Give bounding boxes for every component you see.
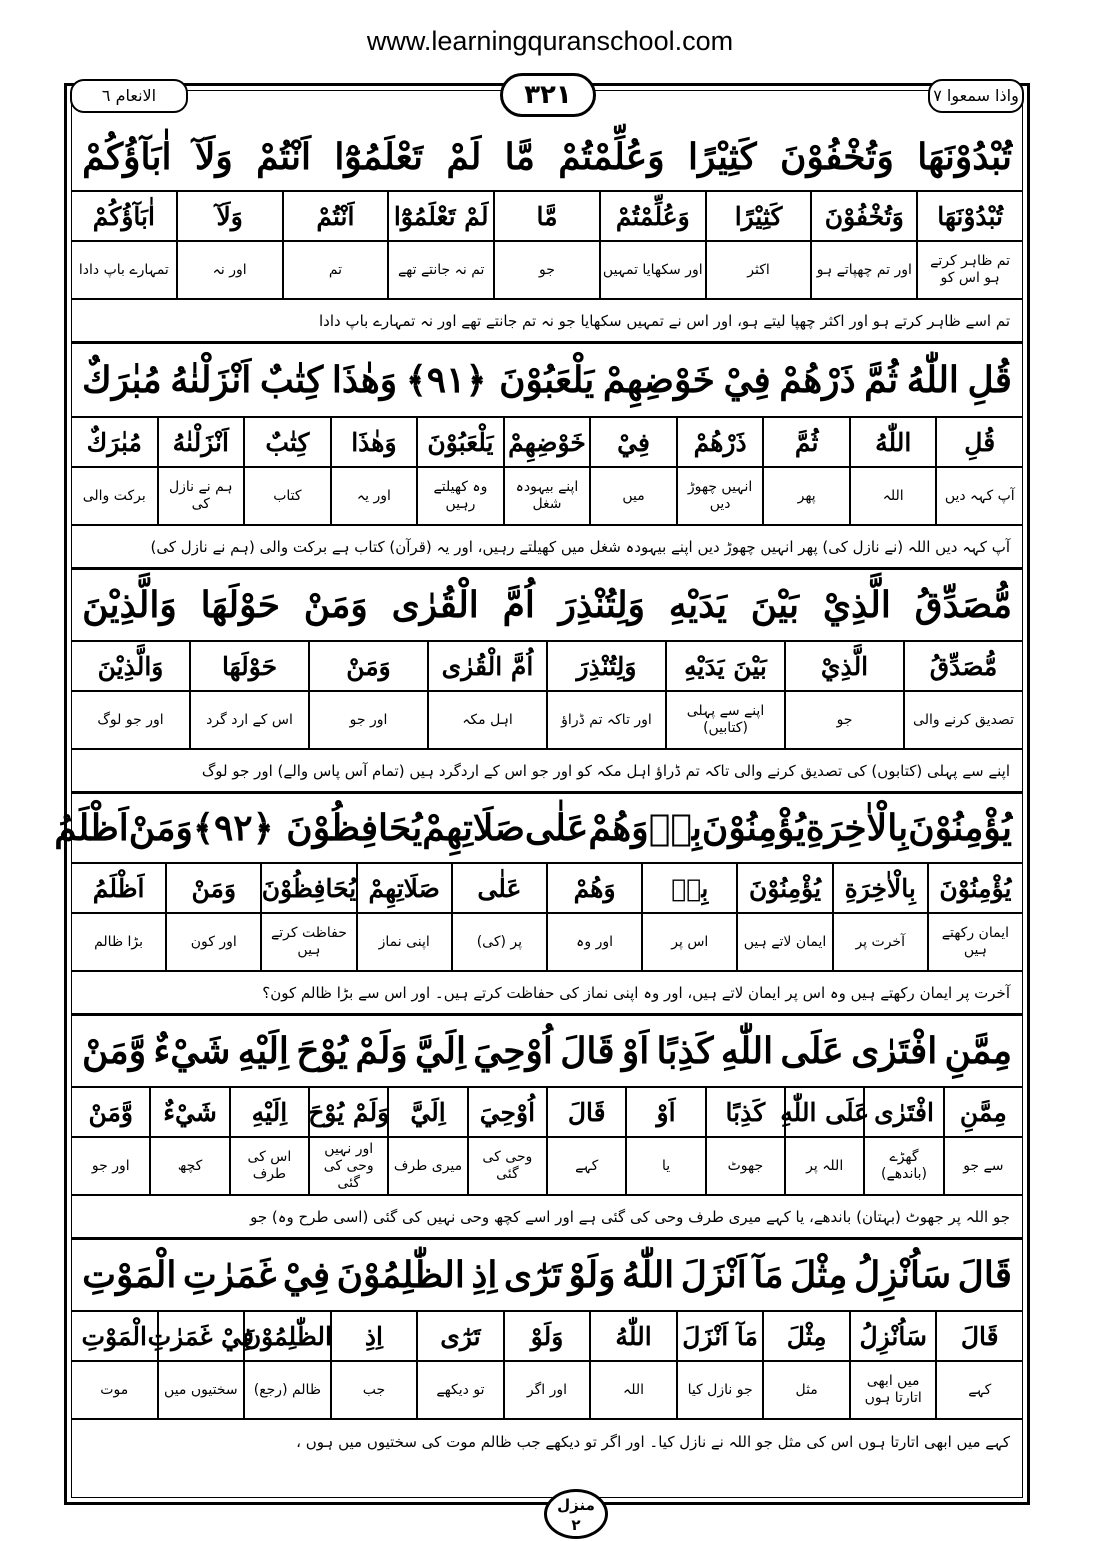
word-by-word-grid xyxy=(72,642,1022,750)
verse-word: يُحَافِظُوْنَ ﴿٩٢﴾ xyxy=(192,807,423,849)
verse-line xyxy=(72,344,1022,418)
word-cell xyxy=(903,642,1022,748)
verse-word: الْقُرٰى xyxy=(391,584,479,626)
arabic-word: وَهُمْ xyxy=(548,864,641,914)
arabic-word: الظّٰلِمُوْنَ xyxy=(245,1312,330,1362)
arabic-word: يَلْعَبُوْنَ xyxy=(418,418,503,468)
arabic-word: خَوْضِهِمْ xyxy=(505,418,590,468)
urdu-meaning: وہ کھیلتے رہیں xyxy=(433,479,488,512)
verse-word: اَنْزَلْنٰهُ xyxy=(170,359,252,401)
word-cell xyxy=(832,864,927,970)
word-cell xyxy=(165,864,260,970)
word-cell xyxy=(243,1312,330,1418)
arabic-word: اَنْزَلْنٰهُ xyxy=(159,418,244,468)
verse-line xyxy=(54,794,1022,864)
urdu-meaning: بڑا ظالم xyxy=(94,933,144,950)
word-cell xyxy=(72,1312,157,1418)
word-cell xyxy=(330,418,417,524)
manzil-label: منزل xyxy=(557,1496,595,1514)
word-cell xyxy=(599,192,705,298)
urdu-meaning: وحی کی گئی xyxy=(482,1149,533,1182)
word-cell xyxy=(762,1312,849,1418)
verse-word: غَمَرٰتِ xyxy=(182,1254,277,1296)
arabic-word: تَرٰٓى xyxy=(418,1312,503,1362)
arabic-word: اَنْتُمْ xyxy=(284,192,388,242)
arabic-word: يُؤْمِنُوْنَ xyxy=(929,864,1022,914)
urdu-meaning: مثل xyxy=(795,1381,818,1398)
word-cell xyxy=(784,642,903,748)
verse-word: اَنْتُمْ xyxy=(256,136,311,178)
word-cell xyxy=(589,418,676,524)
urdu-meaning: اکثر xyxy=(747,261,770,278)
word-cell xyxy=(72,192,176,298)
arabic-word: فِيْ غَمَرٰتِ xyxy=(159,1312,244,1362)
arabic-word: فِيْ xyxy=(591,418,676,468)
verse-word: اِلَيْهِ xyxy=(237,1030,289,1072)
verse-word: مَّا xyxy=(504,136,535,178)
arabic-word: حَوْلَهَا xyxy=(191,642,308,692)
urdu-meaning: اور جو xyxy=(91,1157,130,1174)
verse-word: بِهٖ xyxy=(648,807,702,849)
urdu-meaning: اس کے ارد گرد xyxy=(206,711,293,728)
verse-word: يُوْحَ xyxy=(296,1030,349,1072)
word-cell xyxy=(503,418,590,524)
verse-word: وَمَنْ xyxy=(128,807,193,849)
word-cell xyxy=(943,1088,1022,1194)
verse-line xyxy=(72,570,1022,642)
arabic-word: اِلَيْهِ xyxy=(231,1088,308,1138)
verse-word: وَّمَنْ xyxy=(82,1030,147,1072)
urdu-meaning: سختیوں میں xyxy=(164,1381,238,1398)
arabic-word: اَظْلَمُ xyxy=(72,864,165,914)
word-cell xyxy=(546,1088,625,1194)
arabic-word: بِالْاٰخِرَةِ xyxy=(834,864,927,914)
verse-word: عَلٰى xyxy=(524,807,589,849)
word-cell xyxy=(416,1312,503,1418)
word-cell xyxy=(72,642,189,748)
word-by-word-grid xyxy=(72,1088,1022,1196)
verse-block xyxy=(54,794,1022,1016)
arabic-word: تُبْدُوْنَهَا xyxy=(918,192,1022,242)
word-cell xyxy=(387,192,493,298)
urdu-meaning: ایمان رکھتے ہیں xyxy=(941,925,1009,958)
verse-word: اللّٰهُ xyxy=(906,359,959,401)
verse-word: قَالَ xyxy=(957,1254,1012,1296)
verse-word: مَآ xyxy=(753,1254,784,1296)
arabic-word: مِثْلَ xyxy=(764,1312,849,1362)
verse-word: اَنْزَلَ xyxy=(680,1254,747,1296)
verse-word: وَلَمْ xyxy=(355,1030,408,1072)
arabic-word: وَمَنْ xyxy=(167,864,260,914)
word-cell xyxy=(308,642,427,748)
urdu-meaning: اور نہ xyxy=(212,261,247,278)
verse-word: مُّصَدِّقُ xyxy=(914,584,1012,626)
verse-word: فِيْ xyxy=(723,359,771,401)
arabic-word: شَيْءٌ xyxy=(151,1088,228,1138)
arabic-word: اٰبَآؤُكُمْ xyxy=(72,192,176,242)
urdu-meaning: ظالم (رجع) xyxy=(253,1381,321,1398)
urdu-meaning: کچھ xyxy=(177,1157,203,1174)
urdu-meaning: آخرت پر xyxy=(855,933,905,950)
word-cell xyxy=(676,1312,763,1418)
verse-word: اَوْ xyxy=(621,1030,650,1072)
word-cell xyxy=(705,1088,784,1194)
urdu-meaning: میں xyxy=(622,487,645,504)
verse-word: صَلَاتِهِمْ xyxy=(422,807,525,849)
word-cell xyxy=(308,1088,390,1194)
verse-word: اُوْحِيَ xyxy=(473,1030,553,1072)
arabic-word: ذَرْهُمْ xyxy=(678,418,763,468)
word-cell xyxy=(935,418,1022,524)
verse-word: شَيْءٌ xyxy=(153,1030,231,1072)
word-cell xyxy=(427,642,546,748)
verse-word: مُبٰرَكٌ xyxy=(82,359,162,401)
word-cell xyxy=(916,192,1022,298)
arabic-word: مَّا xyxy=(495,192,599,242)
word-cell xyxy=(736,864,831,970)
translation-line: تم اسے ظاہر کرتے ہو اور اکثر چھپا لیتے ہو، اور اس نے تمہیں سکھایا جو نہ تم جانتے تھے اور نہ تمہارے باپ دادا xyxy=(72,300,1022,344)
urdu-meaning: میں ابھی اتارتا ہوں xyxy=(864,1373,922,1406)
word-cell xyxy=(467,1088,546,1194)
verse-word: افْتَرٰى xyxy=(851,1030,938,1072)
verse-word: كِتٰبٌ xyxy=(259,359,324,401)
urdu-meaning: تم xyxy=(328,261,343,278)
juz-name-badge: واذا سمعوا ٧ xyxy=(928,79,1024,113)
verse-word: فِيْ xyxy=(282,1254,331,1296)
verse-word: وَمَنْ xyxy=(303,584,368,626)
verse-word: تُبْدُوْنَهَا xyxy=(917,136,1012,178)
word-by-word-grid xyxy=(72,418,1022,526)
urdu-meaning: حفاظت کرتے ہیں xyxy=(271,925,347,958)
arabic-word: اُمَّ الْقُرٰى xyxy=(429,642,546,692)
urdu-meaning: اس پر xyxy=(671,933,709,950)
urdu-meaning: اور یہ xyxy=(356,487,391,504)
word-cell xyxy=(330,1312,417,1418)
verse-word: اٰبَآؤُكُمْ xyxy=(82,136,172,178)
word-cell xyxy=(503,1312,590,1418)
word-cell xyxy=(356,864,451,970)
arabic-word: بِهٖ xyxy=(643,864,736,914)
urdu-meaning: کہے xyxy=(968,1381,992,1398)
verse-block xyxy=(72,1016,1022,1240)
urdu-meaning: سے جو xyxy=(963,1157,1004,1174)
urdu-meaning: پر (کی) xyxy=(476,933,523,950)
word-cell xyxy=(72,864,165,970)
arabic-word: مِمَّنِ xyxy=(945,1088,1022,1138)
word-cell xyxy=(589,1312,676,1418)
word-cell xyxy=(705,192,811,298)
urdu-meaning: اور نہیں وحی کی گئی xyxy=(323,1140,374,1191)
urdu-meaning: تم نہ جانتے تھے xyxy=(397,261,485,278)
arabic-word: وَلَمْ يُوْحَ xyxy=(310,1088,387,1138)
arabic-word: اِلَيَّ xyxy=(389,1088,466,1138)
urdu-meaning: ہم نے نازل کی xyxy=(168,479,233,512)
urdu-meaning: موت xyxy=(100,1381,129,1398)
verse-word: مِمَّنِ xyxy=(944,1030,1012,1072)
word-cell xyxy=(935,1312,1022,1418)
word-cell xyxy=(72,418,157,524)
verse-line xyxy=(72,1240,1022,1312)
urdu-meaning: جو نازل کیا xyxy=(687,1381,753,1398)
word-cell xyxy=(625,1088,704,1194)
verse-word: وَالَّذِيْنَ xyxy=(82,584,177,626)
verse-word: ثُمَّ xyxy=(864,359,899,401)
arabic-word: قُلِ xyxy=(937,418,1022,468)
arabic-word: بَيْنَ يَدَيْهِ xyxy=(667,642,784,692)
urdu-meaning: تصدیق کرنے والی xyxy=(913,711,1014,728)
verse-word: وَلَآ xyxy=(194,136,233,178)
arabic-word: قَالَ xyxy=(937,1312,1022,1362)
translation-line: آپ کہہ دیں اللہ (نے نازل کی) پھر انہیں چھوڑ دیں اپنے بیہودہ شغل میں کھیلتے رہیں، اور یہ (قرآن) کتاب ہے برکت والی (ہم نے نازل کی) xyxy=(72,526,1022,570)
word-cell xyxy=(189,642,308,748)
word-by-word-grid xyxy=(72,1312,1022,1420)
word-by-word-grid xyxy=(72,192,1022,300)
translation-line: کہے میں ابھی اتارتا ہوں اس کی مثل جو اللہ نے نازل کیا۔ اور اگر تو دیکھے جب ظالم موت کی سختیوں میں ہوں ، xyxy=(296,1433,1010,1451)
urdu-meaning: اور اگر xyxy=(526,1381,568,1398)
urdu-meaning: اہل مکہ xyxy=(462,711,513,728)
word-cell xyxy=(243,418,330,524)
word-cell xyxy=(416,418,503,524)
arabic-word: مُّصَدِّقُ xyxy=(905,642,1022,692)
verse-word: وَهٰذَا xyxy=(331,359,398,401)
arabic-word: وَهٰذَا xyxy=(332,418,417,468)
page-content xyxy=(54,124,1022,1484)
manzil-number: ۲ xyxy=(571,1516,581,1534)
arabic-word: الَّذِيْ xyxy=(786,642,903,692)
urdu-meaning: آپ کہہ دیں xyxy=(944,487,1015,504)
urdu-meaning: جو xyxy=(539,261,555,278)
urdu-meaning: اور جو لوگ xyxy=(97,711,164,728)
verse-word: مِثْلَ xyxy=(790,1254,848,1296)
manzil-badge xyxy=(544,1489,608,1539)
verse-word: سَاُنْزِلُ xyxy=(853,1254,952,1296)
urdu-meaning: اللہ xyxy=(882,487,904,504)
urdu-meaning: اور وہ xyxy=(576,933,613,950)
verse-word: قُلِ xyxy=(967,359,1012,401)
arabic-word: مَآ اَنْزَلَ xyxy=(678,1312,763,1362)
word-cell xyxy=(229,1088,308,1194)
word-cell xyxy=(149,1088,228,1194)
urdu-meaning: اپنے بیہودہ شغل xyxy=(515,479,579,512)
word-cell xyxy=(387,1088,466,1194)
word-cell xyxy=(863,1088,942,1194)
arabic-word: كَذِبًا xyxy=(707,1088,784,1138)
urdu-meaning: تو دیکھے xyxy=(436,1381,485,1398)
arabic-word: اللّٰهُ xyxy=(591,1312,676,1362)
arabic-word: وَالَّذِيْنَ xyxy=(72,642,189,692)
urdu-meaning: اللہ پر xyxy=(806,1157,844,1174)
arabic-word: اُوْحِيَ xyxy=(469,1088,546,1138)
verse-word: وَتُخْفُوْنَ xyxy=(780,136,894,178)
translation-line: آخرت پر ایمان رکھتے ہیں وہ اس پر ایمان لاتے ہیں، اور وہ اپنی نماز کی حفاظت کرتے ہیں۔ اور اس سے بڑا ظالم کون؟ xyxy=(72,972,1022,1016)
word-cell xyxy=(762,418,849,524)
urdu-meaning: اور سکھایا تمہیں xyxy=(602,261,703,278)
word-cell xyxy=(849,418,936,524)
arabic-word: يُؤْمِنُوْنَ xyxy=(738,864,831,914)
verse-word: اَظْلَمُ xyxy=(54,807,129,849)
verse-word: كَذِبًا xyxy=(656,1030,714,1072)
word-cell xyxy=(546,864,641,970)
verse-block xyxy=(72,1240,1022,1464)
urdu-meaning: ایمان لاتے ہیں xyxy=(743,933,827,950)
urdu-meaning: اور تاکہ تم ڈراؤ xyxy=(561,711,652,728)
word-cell xyxy=(260,864,355,970)
arabic-word: كِتٰبٌ xyxy=(245,418,330,468)
verse-word: يُؤْمِنُوْنَ xyxy=(908,807,1012,849)
verse-word: حَوْلَهَا xyxy=(200,584,280,626)
verse-word: وَعُلِّمْتُمْ xyxy=(558,136,665,178)
urdu-meaning: برکت والی xyxy=(82,487,146,504)
verse-word: ذَرْهُمْ xyxy=(779,359,856,401)
verse-word: يُؤْمِنُوْنَ xyxy=(701,807,806,849)
verse-word: اِذِ xyxy=(471,1254,498,1296)
urdu-meaning: پھر xyxy=(797,487,816,504)
page-number-badge: ۳۲۱ xyxy=(500,73,596,117)
arabic-word: وَعُلِّمْتُمْ xyxy=(601,192,705,242)
verse-word: الظّٰلِمُوْنَ xyxy=(336,1254,465,1296)
verse-word: يَلْعَبُوْنَ ﴿٩١﴾ xyxy=(405,359,595,401)
verse-word: لَمْ xyxy=(446,136,482,178)
arabic-word: سَاُنْزِلُ xyxy=(851,1312,936,1362)
translation-line: جو اللہ پر جھوٹ (بہتان) باندھے، یا کہے میری طرف وحی کی گئی ہے اور اسے کچھ وحی نہیں کی گئی (اسی طرح وہ) جو xyxy=(72,1196,1022,1240)
arabic-word: مُبٰرَكٌ xyxy=(72,418,157,468)
verse-line xyxy=(72,1016,1022,1088)
translation-line: اپنے سے پہلی (کتابوں) کی تصدیق کرنے والی تاکہ تم ڈراؤ اہل مکہ کو اور جو اس کے اردگرد ہیں (تمام آس پاس والے) اور جو لوگ xyxy=(72,750,1022,794)
arabic-word: صَلَاتِهِمْ xyxy=(358,864,451,914)
arabic-word: اللّٰهُ xyxy=(851,418,936,468)
verse-word: تَرٰٓى xyxy=(503,1254,562,1296)
arabic-word: اِذِ xyxy=(332,1312,417,1362)
arabic-word: قَالَ xyxy=(548,1088,625,1138)
verse-word: وَلِتُنْذِرَ xyxy=(558,584,645,626)
urdu-meaning: اپنی نماز xyxy=(378,933,430,950)
arabic-word: الْمَوْتِ xyxy=(72,1312,157,1362)
verse-word: اِلَيَّ xyxy=(414,1030,466,1072)
verse-word: خَوْضِهِمْ xyxy=(602,359,715,401)
word-cell xyxy=(546,642,665,748)
arabic-word: افْتَرٰى xyxy=(865,1088,942,1138)
arabic-word: يُحَافِظُوْنَ xyxy=(262,864,355,914)
arabic-word: ثُمَّ xyxy=(764,418,849,468)
arabic-word: وَمَنْ xyxy=(310,642,427,692)
word-cell xyxy=(810,192,916,298)
arabic-word: عَلَى اللّٰهِ xyxy=(786,1088,863,1138)
arabic-word: عَلٰى xyxy=(453,864,546,914)
urdu-meaning: میری طرف xyxy=(393,1157,463,1174)
verse-word: بِالْاٰخِرَةِ xyxy=(805,807,909,849)
urdu-meaning: اور تم چھپاتے ہو xyxy=(816,261,912,278)
verse-word: وَهُمْ xyxy=(588,807,649,849)
arabic-word: اَوْ xyxy=(627,1088,704,1138)
word-cell xyxy=(927,864,1022,970)
word-cell xyxy=(451,864,546,970)
word-cell xyxy=(665,642,784,748)
urdu-meaning: یا xyxy=(661,1157,671,1174)
verse-word: اللّٰهُ xyxy=(621,1254,675,1296)
word-cell xyxy=(780,1088,870,1194)
urdu-meaning: اور کون xyxy=(190,933,237,950)
verse-word: الْمَوْتِ xyxy=(82,1254,177,1296)
verse-word: اللّٰهِ xyxy=(720,1030,774,1072)
verse-word: قَالَ xyxy=(560,1030,615,1072)
word-cell xyxy=(493,192,599,298)
website-url: www.learningquranschool.com xyxy=(366,26,734,56)
arabic-word: وَّمَنْ xyxy=(72,1088,149,1138)
urdu-meaning: اور جو xyxy=(349,711,388,728)
urdu-meaning: جو xyxy=(836,711,853,728)
arabic-word: لَمْ تَعْلَمُوْٓا xyxy=(389,192,493,242)
verse-block xyxy=(72,344,1022,570)
arabic-word: وَلِتُنْذِرَ xyxy=(548,642,665,692)
urdu-meaning: جب xyxy=(362,1381,386,1398)
urdu-meaning: تم ظاہر کرتے ہو اس کو xyxy=(930,253,1011,286)
verse-block xyxy=(72,570,1022,794)
urdu-meaning: کتاب xyxy=(273,487,302,504)
urdu-meaning: اپنے سے پہلی (کتابیں) xyxy=(686,703,765,736)
urdu-meaning: کہے xyxy=(575,1157,599,1174)
verse-word: يَدَيْهِ xyxy=(668,584,728,626)
verse-block xyxy=(72,124,1022,344)
word-cell xyxy=(72,1088,149,1194)
arabic-word: وَلَوْ xyxy=(505,1312,590,1362)
word-cell xyxy=(157,418,244,524)
arabic-word: وَتُخْفُوْنَ xyxy=(812,192,916,242)
arabic-word: وَلَآ xyxy=(178,192,282,242)
word-cell xyxy=(676,418,763,524)
urdu-meaning: جھوٹ xyxy=(727,1157,764,1174)
verse-word: اُمَّ xyxy=(502,584,535,626)
verse-word: كَثِيْرًا xyxy=(687,136,757,178)
urdu-meaning: گھڑے (باندھے) xyxy=(881,1149,927,1182)
word-cell xyxy=(176,192,282,298)
urdu-meaning: اس کی طرف xyxy=(247,1149,292,1182)
arabic-word: كَثِيْرًا xyxy=(707,192,811,242)
urdu-meaning: انہیں چھوڑ دیں xyxy=(687,479,753,512)
verse-line xyxy=(72,124,1022,192)
verse-word: بَيْنَ xyxy=(750,584,800,626)
verse-word: عَلَى xyxy=(780,1030,844,1072)
verse-word: تَعْلَمُوْٓا xyxy=(334,136,424,178)
urdu-meaning: اللہ xyxy=(623,1381,645,1398)
urdu-meaning: تمہارے باپ دادا xyxy=(78,261,169,278)
word-cell xyxy=(641,864,736,970)
surah-name-badge: الانعام ٦ xyxy=(70,79,188,113)
verse-word: الَّذِيْ xyxy=(822,584,891,626)
word-cell xyxy=(282,192,388,298)
verse-word: وَلَوْ xyxy=(568,1254,616,1296)
word-cell xyxy=(849,1312,936,1418)
word-cell xyxy=(147,1312,254,1418)
word-by-word-grid xyxy=(72,864,1022,972)
